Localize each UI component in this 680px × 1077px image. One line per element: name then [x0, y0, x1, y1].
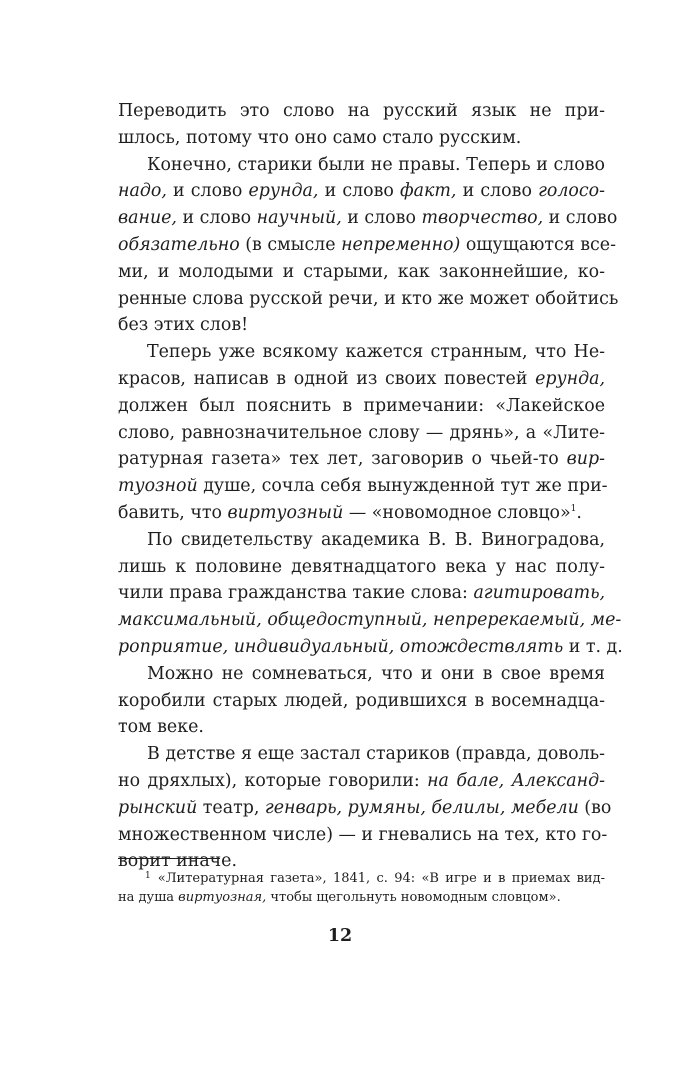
italic-word: вир-: [566, 449, 605, 470]
text-span: но дряхлых), которые говорили:: [118, 770, 428, 791]
text-span: шлось, потому что оно само стало русским.: [118, 127, 522, 148]
text-line: [118, 259, 605, 286]
footnote-line: [118, 887, 605, 908]
text-span: — «новомодное словцо»: [343, 502, 571, 523]
italic-word: голосо-: [538, 181, 605, 202]
italic-word: максимальный, общедоступный, непререкаемый, ме-: [118, 610, 622, 631]
italic-word: виртуозный: [227, 502, 344, 523]
text-line: [118, 125, 605, 152]
text-line: [118, 527, 605, 554]
text-span: ренные слова русской речи, и кто же может обойтись: [118, 288, 619, 309]
text-span: «Литературная газета», 1841, с. 94: «В игре и в приемах вид-: [157, 871, 605, 886]
text-line: [118, 473, 608, 500]
text-span: Теперь уже всякому кажется странным, что Не-: [147, 342, 605, 363]
text-span: и слово: [166, 181, 249, 202]
text-line: [118, 312, 605, 339]
text-line: [118, 339, 605, 366]
footnote-line: [118, 866, 605, 887]
text-span: ворит иначе.: [118, 851, 238, 872]
text-span: ратурная газета» тех лет, заговорив о чьей-то: [118, 449, 567, 470]
text-line: [118, 286, 619, 313]
text-span: без этих слов!: [118, 315, 249, 336]
text-line: [118, 714, 605, 741]
italic-word: творчество,: [421, 208, 544, 229]
text-span: (во: [578, 797, 612, 818]
footnote: [118, 866, 605, 908]
footnote-divider: [118, 858, 220, 859]
text-span: и слово: [318, 181, 401, 202]
text-line: [118, 580, 605, 607]
text-line: [118, 366, 605, 393]
text-line: [118, 688, 605, 715]
text-span: Можно не сомневаться, что и они в свое время: [147, 663, 605, 684]
italic-word: обязательно: [118, 234, 240, 255]
footnote-reference[interactable]: 1: [570, 503, 577, 514]
italic-word: надо,: [118, 181, 167, 202]
italic-word: научный,: [256, 208, 342, 229]
page-number: 12: [327, 926, 353, 946]
text-span: множественном числе) — и гневались на тех, кто го-: [118, 824, 608, 845]
text-line: [118, 661, 605, 688]
italic-word: роприятие, индивидуальный, отождествлять: [118, 636, 564, 657]
italic-word: туозной: [118, 476, 198, 497]
text-line: [118, 795, 612, 822]
text-line: [118, 420, 605, 447]
text-span: том веке.: [118, 717, 204, 738]
text-span: и слово: [176, 208, 257, 229]
text-span: ми, и молодыми и старыми, как законнейшие, ко-: [118, 261, 605, 282]
text-line: [118, 98, 605, 125]
italic-word: факт,: [400, 181, 457, 202]
text-span: и т. д.: [563, 636, 623, 657]
text-line: [118, 205, 618, 232]
footnote-number: 1: [145, 871, 151, 881]
text-span: По свидетельству академика В. В. Виноградова,: [147, 529, 605, 550]
text-span: слово, равнозначительное слову — дрянь», а «Лите-: [118, 422, 605, 443]
text-line: [118, 607, 622, 634]
text-line: [118, 741, 605, 768]
text-line: [118, 393, 605, 420]
text-span: и слово: [341, 208, 422, 229]
text-span: коробили старых людей, родившихся в восемнадца-: [118, 690, 605, 711]
italic-word: ерунда,: [535, 368, 605, 389]
text-span: чили права гражданства такие слова:: [118, 583, 474, 604]
italic-word: ерунда,: [248, 181, 319, 202]
text-span: красов, написав в одной из своих повестей: [118, 368, 536, 389]
italic-word: на бале, Александ-: [427, 770, 605, 791]
italic-word: вание,: [118, 208, 177, 229]
italic-word: виртуозная,: [178, 890, 267, 905]
text-line: [118, 152, 605, 179]
text-span: бавить, что: [118, 502, 228, 523]
text-span: ощущаются все-: [460, 234, 616, 255]
text-span: (в смысле: [239, 234, 342, 255]
text-line: [118, 178, 605, 205]
text-span: Конечно, старики были не правы. Теперь и слово: [147, 154, 605, 175]
italic-word: агитировать,: [473, 583, 606, 604]
text-span: .: [576, 502, 582, 523]
text-line: [118, 634, 623, 661]
text-span: душе, сочла себя вынужденной тут же при-: [197, 476, 608, 497]
text-span: чтобы щегольнуть новомодным словцом».: [266, 890, 561, 905]
text-span: В детстве я еще застал стариков (правда, доволь-: [147, 744, 605, 765]
text-span: на душа: [118, 890, 179, 905]
text-line: [118, 768, 605, 795]
text-span: должен был пояснить в примечании: «Лакейское: [118, 395, 605, 416]
text-line: [118, 232, 616, 259]
italic-word: генварь, румяны, белилы, мебели: [264, 797, 579, 818]
italic-word: рынский: [118, 797, 198, 818]
text-line: [118, 446, 605, 473]
text-span: и слово: [543, 208, 618, 229]
text-span: лишь к половине девятнадцатого века у нас полу-: [118, 556, 605, 577]
text-span: Переводить это слово на русский язык не при-: [118, 101, 605, 121]
text-line: [118, 500, 605, 527]
italic-word: непременно): [341, 234, 461, 255]
text-line: [118, 554, 605, 581]
text-span: театр,: [197, 797, 265, 818]
main-text: [118, 98, 623, 875]
text-line: [118, 822, 608, 849]
text-span: и слово: [456, 181, 539, 202]
